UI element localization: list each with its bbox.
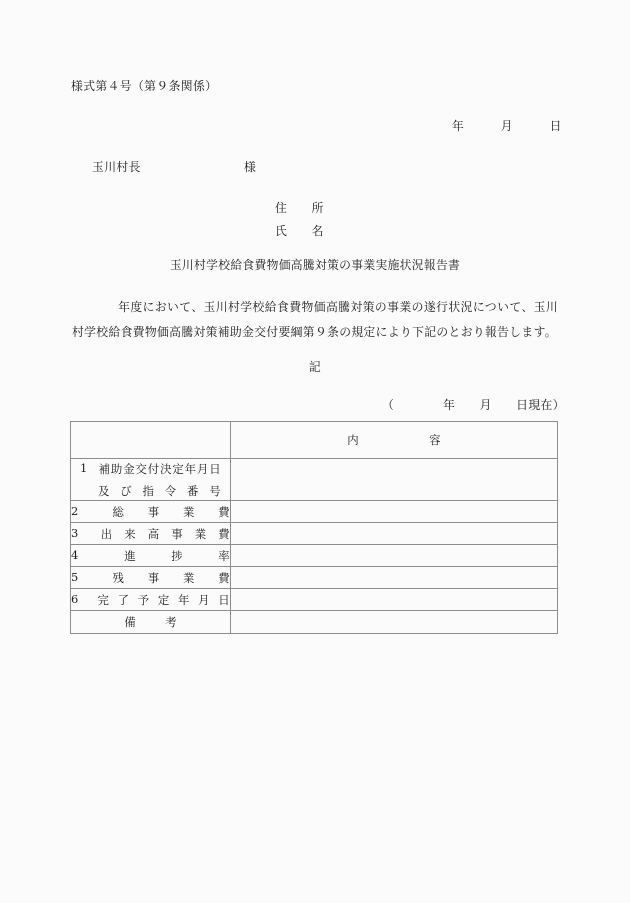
ch: 費 bbox=[218, 570, 230, 585]
ch: 付 bbox=[147, 461, 160, 476]
table-row bbox=[71, 501, 558, 523]
header-content-label: 内 容 bbox=[347, 433, 441, 447]
table-row bbox=[71, 545, 558, 567]
row-label-5 bbox=[71, 567, 231, 589]
row-value-5[interactable] bbox=[231, 567, 558, 589]
ch: 指 bbox=[142, 483, 155, 498]
ch: 了 bbox=[117, 592, 130, 607]
row-label-3 bbox=[71, 523, 231, 545]
row-value-6[interactable] bbox=[231, 589, 558, 611]
ch: 事 bbox=[171, 526, 183, 541]
row-label-6-spread bbox=[71, 592, 230, 608]
as-of-date-line: （ 年 月 日現在） bbox=[382, 398, 565, 412]
addressee-honorific: 様 bbox=[244, 160, 257, 174]
row-label-3-inner bbox=[71, 523, 230, 544]
header-content-cell bbox=[231, 422, 558, 459]
ch: 率 bbox=[218, 548, 230, 563]
row-label-1-line1 bbox=[80, 461, 221, 477]
ch: 出 bbox=[100, 526, 113, 541]
row-label-4-inner bbox=[71, 545, 230, 566]
addressee: 玉川村長 bbox=[92, 160, 141, 174]
ch: 補 bbox=[98, 461, 111, 476]
ch: 高 bbox=[147, 526, 160, 541]
row-label-2 bbox=[71, 501, 231, 523]
ch: 助 bbox=[110, 461, 123, 476]
row-label-2-inner bbox=[71, 501, 230, 522]
ch: 年 bbox=[184, 461, 197, 476]
table-header-row bbox=[71, 422, 558, 459]
ch: 完 bbox=[97, 592, 110, 607]
ch: び bbox=[120, 483, 132, 498]
ch: 年 bbox=[178, 592, 190, 607]
ch: 及 bbox=[98, 483, 110, 498]
body-line-2: 川村学校給食費物価高騰対策補助金交付要綱第９条の規定により下記のとおり報告します。 bbox=[72, 300, 558, 339]
ch: 業 bbox=[183, 504, 195, 519]
row-value-2[interactable] bbox=[231, 501, 558, 523]
ch: 捗 bbox=[171, 548, 183, 563]
document-title: 玉川村学校給食費物価高騰対策の事業実施状況報告書 bbox=[169, 258, 461, 272]
ch: 残 bbox=[112, 570, 125, 585]
ch: 日 bbox=[209, 461, 221, 476]
body-paragraph bbox=[72, 295, 558, 345]
row-value-1[interactable] bbox=[231, 459, 558, 501]
ch: 金 bbox=[123, 461, 135, 476]
table-row bbox=[71, 523, 558, 545]
row-number-1: 1 bbox=[80, 460, 88, 475]
table-row bbox=[71, 567, 558, 589]
ch: 番 bbox=[187, 483, 199, 498]
ch: 事 bbox=[147, 570, 160, 585]
row-label-4-spread bbox=[71, 548, 230, 564]
ch: 業 bbox=[183, 570, 195, 585]
applicant-name-label: 氏 名 bbox=[275, 224, 324, 238]
report-table bbox=[70, 421, 558, 634]
row-value-4[interactable] bbox=[231, 545, 558, 567]
table-row bbox=[71, 589, 558, 611]
ch: 予 bbox=[137, 592, 150, 607]
ch: 総 bbox=[112, 504, 125, 519]
row-label-5-spread bbox=[71, 570, 230, 586]
remarks-label: 備 考 bbox=[124, 615, 186, 629]
applicant-address-label: 住 所 bbox=[275, 201, 324, 215]
row-label-6-inner bbox=[71, 589, 230, 610]
header-label-cell bbox=[71, 422, 231, 459]
row-label-1-line2 bbox=[80, 483, 221, 499]
row-number-4: 4 bbox=[71, 547, 79, 562]
ki-marker: 記 bbox=[308, 360, 322, 374]
row-label-1 bbox=[71, 459, 231, 501]
row-label-6 bbox=[71, 589, 231, 611]
row-number-3: 3 bbox=[71, 525, 79, 540]
ch: 令 bbox=[164, 483, 177, 498]
row-number-2: 2 bbox=[71, 503, 79, 518]
ch: 来 bbox=[124, 526, 136, 541]
body-line-1: 年度において、玉川村学校給食費物価高騰対策の事業の遂行状況について、玉 bbox=[118, 300, 546, 314]
table-footer-row bbox=[71, 611, 558, 634]
ch: 月 bbox=[196, 461, 209, 476]
row-label-3-spread bbox=[71, 526, 230, 542]
ch: 交 bbox=[135, 461, 148, 476]
row-label-4 bbox=[71, 545, 231, 567]
ch: 業 bbox=[194, 526, 207, 541]
table-row bbox=[71, 459, 558, 501]
row-label-2-spread bbox=[71, 504, 230, 520]
remarks-value[interactable] bbox=[231, 611, 558, 634]
ch: 号 bbox=[209, 483, 221, 498]
form-number: 様式第４号（第９条関係） bbox=[71, 79, 218, 93]
ch: 定 bbox=[172, 461, 185, 476]
ch: 月 bbox=[198, 592, 210, 607]
ch: 日 bbox=[218, 592, 230, 607]
date-line: 年 月 日 bbox=[452, 119, 562, 133]
ch: 決 bbox=[160, 461, 172, 476]
row-number-6: 6 bbox=[71, 591, 79, 606]
ch: 費 bbox=[218, 504, 230, 519]
ch: 事 bbox=[147, 504, 160, 519]
ch: 進 bbox=[124, 548, 136, 563]
report-table-wrapper bbox=[70, 421, 557, 634]
row-label-1-stack bbox=[80, 459, 221, 500]
row-value-3[interactable] bbox=[231, 523, 558, 545]
row-number-5: 5 bbox=[71, 569, 79, 584]
ch: 定 bbox=[157, 592, 170, 607]
remarks-label-cell bbox=[71, 611, 231, 634]
row-label-5-inner bbox=[71, 567, 230, 588]
ch: 費 bbox=[218, 526, 230, 541]
